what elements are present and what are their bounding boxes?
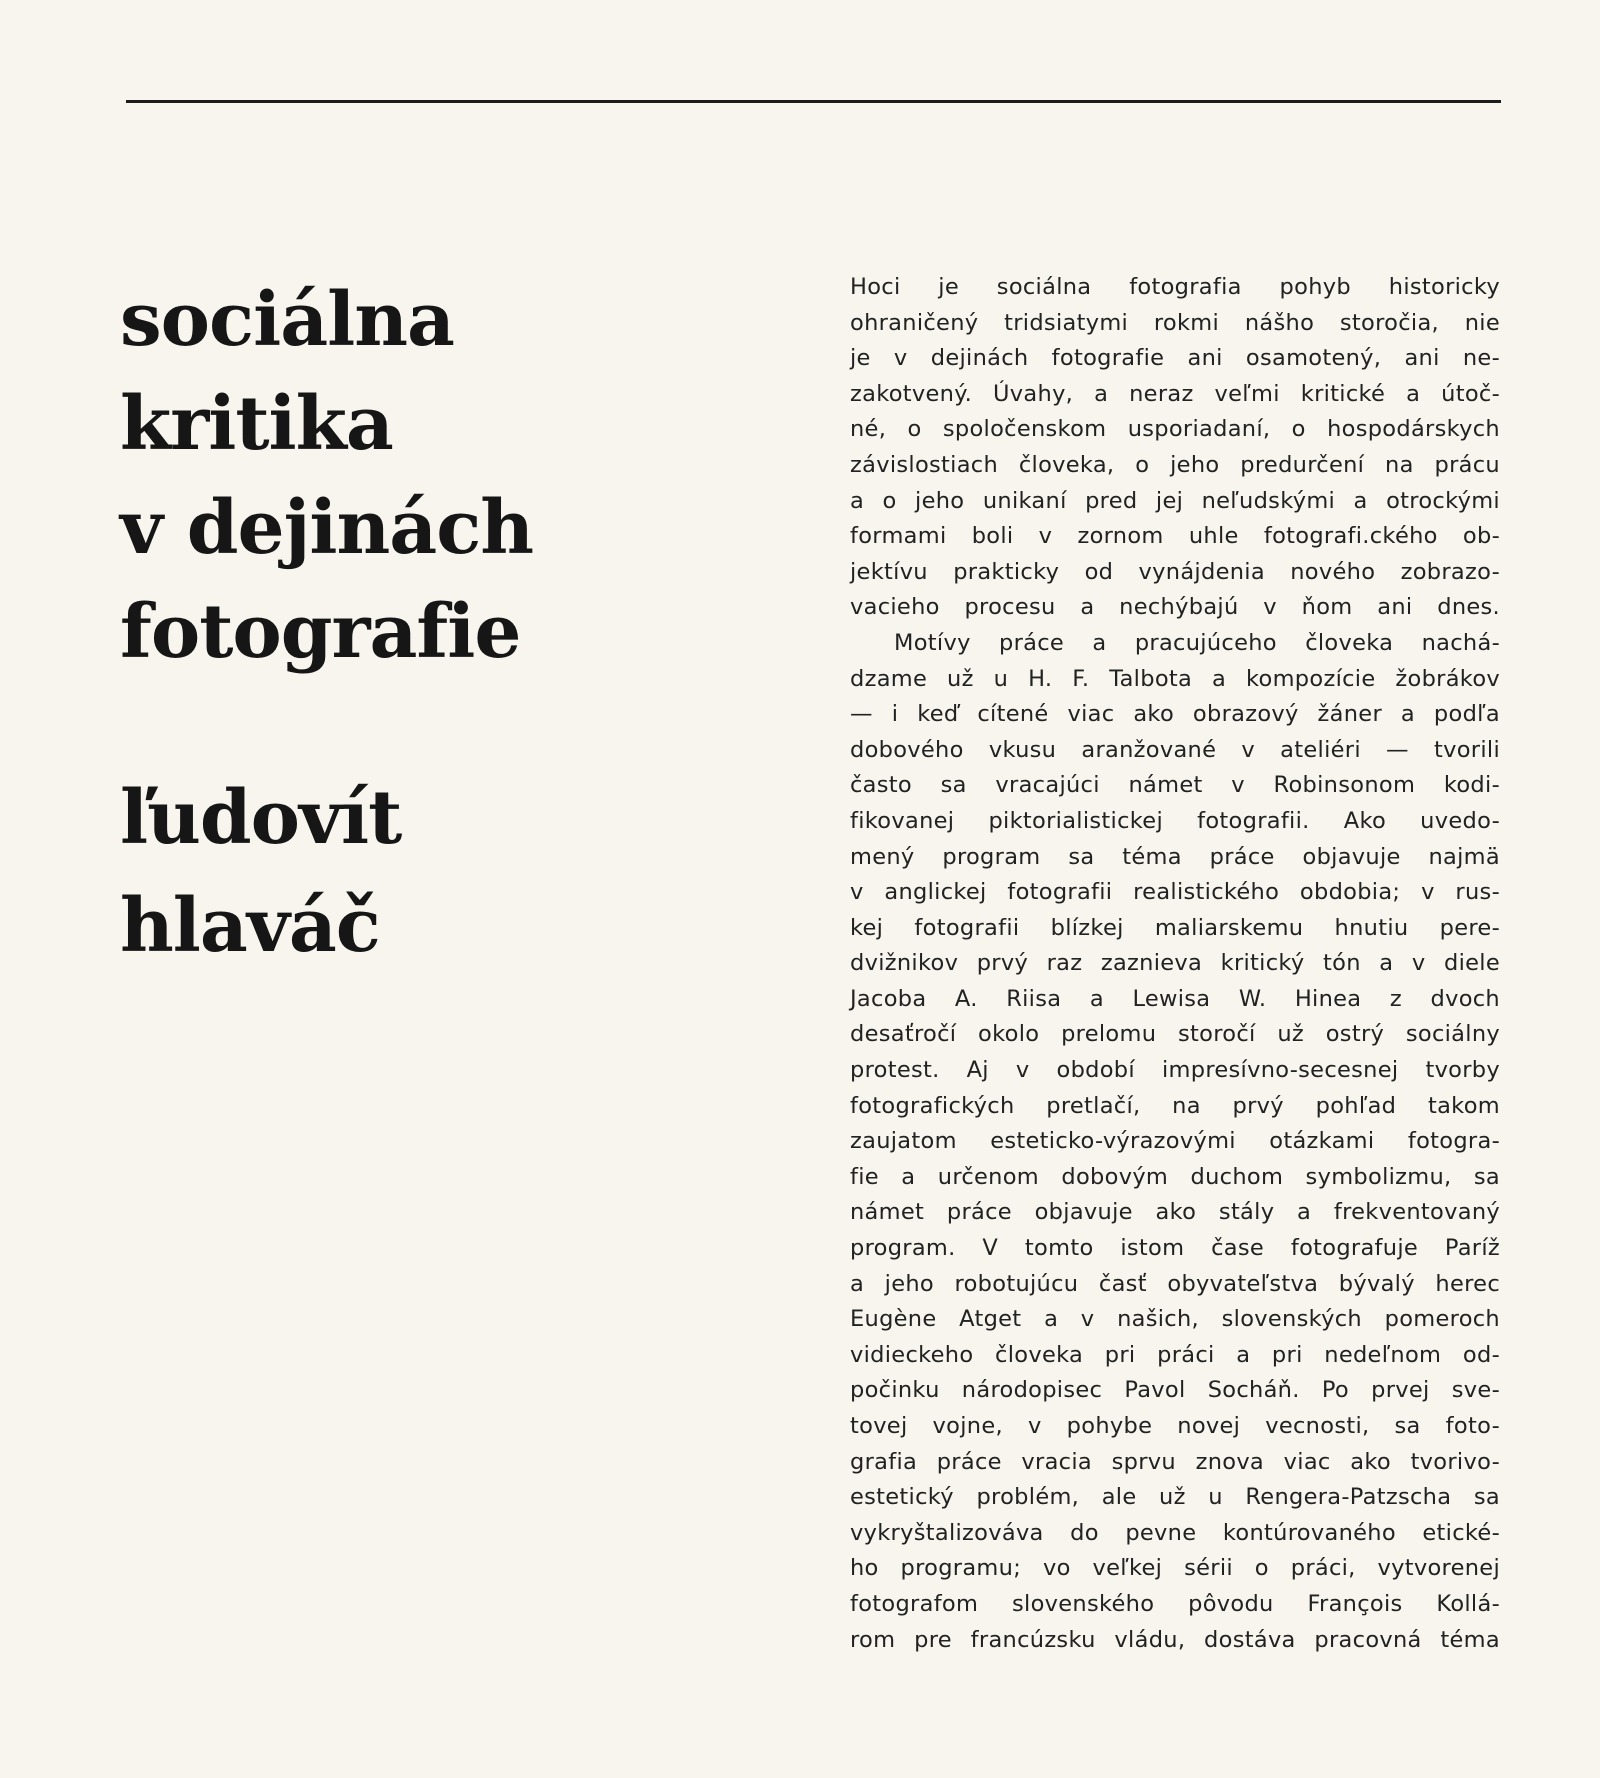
body-line: Eugène Atget a v našich, slovenských pomeroch <box>850 1306 1500 1333</box>
author-name <box>120 764 680 980</box>
body-line: kej fotografii blízkej maliarskemu hnutiu pere- <box>850 914 1500 941</box>
body-line: dobového vkusu aranžované v ateliéri — tvorili <box>850 736 1500 763</box>
body-line: jektívu prakticky od vynájdenia nového zobrazo- <box>850 558 1500 585</box>
body-line: a o jeho unikaní pred jej neľudskými a otrockými <box>850 487 1500 514</box>
body-line: formami boli v zornom uhle fotografi.ckého ob- <box>850 523 1500 550</box>
body-line: je v dejinách fotografie ani osamotený, ani ne- <box>850 345 1500 372</box>
article-title <box>120 268 680 684</box>
body-line: ohraničený tridsiatymi rokmi nášho storočia, nie <box>850 309 1500 336</box>
title-line: sociálna <box>120 277 454 363</box>
body-line: fotografických pretlačí, na prvý pohľad takom <box>850 1092 1500 1119</box>
body-line: dzame už u H. F. Talbota a kompozície žobrákov <box>850 665 1500 692</box>
body-line: zakotvený. Úvahy, a neraz veľmi kritické a útoč- <box>850 380 1500 407</box>
body-line: rom pre francúzsku vládu, dostáva pracovná téma <box>850 1626 1500 1653</box>
body-line: často sa vracajúci námet v Robinsonom kodi- <box>850 772 1500 799</box>
body-line-paragraph-start: Motívy práce a pracujúceho človeka nachá- <box>894 629 1500 656</box>
title-line: kritika <box>120 381 393 467</box>
author-line: hlaváč <box>120 883 380 969</box>
body-line: Jacoba A. Riisa a Lewisa W. Hinea z dvoch <box>850 985 1500 1012</box>
body-line: závislostiach človeka, o jeho predurčení na prácu <box>850 451 1500 478</box>
top-rule <box>126 100 1501 103</box>
body-line: fikovanej piktorialistickej fotografii. Ako uvedo- <box>850 807 1500 834</box>
title-line: v dejinách <box>120 485 534 571</box>
body-line: desaťročí okolo prelomu storočí už ostrý sociálny <box>850 1021 1500 1048</box>
body-line: protest. Aj v období impresívno-secesnej tvorby <box>850 1057 1500 1084</box>
body-line: dvižnikov prvý raz zaznieva kritický tón a v diele <box>850 950 1500 977</box>
body-line: zaujatom esteticko-výrazovými otázkami fotogra- <box>850 1128 1500 1155</box>
body-line: počinku národopisec Pavol Socháň. Po prvej sve- <box>850 1377 1500 1404</box>
body-line: estetický problém, ale už u Rengera-Patzscha sa <box>850 1484 1500 1511</box>
body-line: fotografom slovenského pôvodu François Kollá- <box>850 1590 1500 1617</box>
body-line: ho programu; vo veľkej sérii o práci, vytvorenej <box>850 1555 1500 1582</box>
body-line: fie a určenom dobovým duchom symbolizmu, sa <box>850 1163 1500 1190</box>
body-line: mený program sa téma práce objavuje najmä <box>850 843 1500 870</box>
body-line: program. V tomto istom čase fotografuje Paríž <box>850 1235 1500 1262</box>
body-line: vidieckeho človeka pri práci a pri nedeľnom od- <box>850 1341 1500 1368</box>
body-line: v anglickej fotografii realistického obdobia; v rus- <box>850 879 1500 906</box>
body-line: né, o spoločenskom usporiadaní, o hospodárskych <box>850 416 1500 443</box>
author-line: ľudovít <box>120 775 402 861</box>
body-line: Hoci je sociálna fotografia pohyb historicky <box>850 274 1500 300</box>
body-line-paragraph-end: vacieho procesu a nechýbajú v ňom ani dnes. <box>850 594 1500 621</box>
article-body <box>850 270 1500 1658</box>
body-line: námet práce objavuje ako stály a frekventovaný <box>850 1199 1500 1226</box>
title-line: fotografie <box>120 589 521 675</box>
body-line: — i keď cítené viac ako obrazový žáner a podľa <box>850 701 1500 728</box>
body-line: a jeho robotujúcu časť obyvateľstva bývalý herec <box>850 1270 1500 1297</box>
body-line: tovej vojne, v pohybe novej vecnosti, sa foto- <box>850 1413 1500 1439</box>
body-line: grafia práce vracia sprvu znova viac ako tvorivo- <box>850 1448 1500 1475</box>
body-line: vykryštalizováva do pevne kontúrovaného etické- <box>850 1519 1500 1546</box>
